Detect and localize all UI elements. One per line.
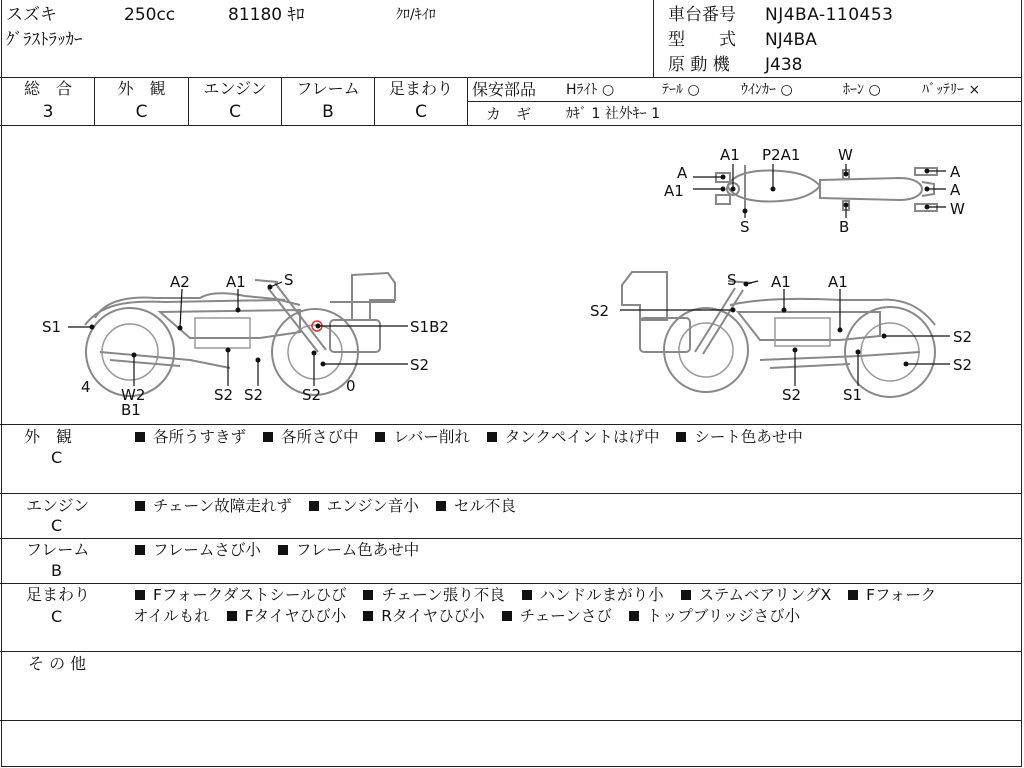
bullet-icon	[502, 611, 512, 621]
bullet-icon	[676, 432, 686, 442]
divider-notes-1	[0, 493, 1022, 494]
divider-diagram	[0, 424, 1022, 425]
bullet-icon	[629, 611, 639, 621]
note-item: チェーンさび	[519, 607, 612, 625]
safety-battery: ﾊﾞｯﾃﾘｰ ×	[922, 82, 981, 98]
engine-code: J438	[765, 55, 803, 75]
divider-notes-5	[0, 720, 1022, 721]
key-value: ｶｷﾞ 1 社外ｷｰ 1	[566, 106, 661, 122]
left-label-s1b2: S1B2	[410, 318, 449, 336]
divider-grade-mid	[467, 101, 1022, 102]
grade-engine-label: エンジン	[203, 79, 267, 98]
top-label-a-right1: A	[950, 163, 961, 181]
safety-horn: ﾎｰﾝ ○	[843, 82, 881, 98]
key-label: カ ギ	[486, 105, 532, 123]
right-label-a1-b: A1	[828, 273, 848, 291]
bullet-icon	[436, 501, 446, 511]
divider-header-right	[653, 0, 654, 77]
note-item: Fフォークダストシールひび	[153, 586, 347, 604]
right-label-s2-bottom: S2	[782, 386, 802, 404]
note-item: ハンドルまがり小	[539, 586, 664, 604]
frame-no: NJ4BA-110453	[765, 5, 894, 25]
bullet-icon	[522, 590, 532, 600]
left-label-s2-c: S2	[302, 386, 322, 404]
safety-label: 保安部品	[472, 80, 537, 99]
notes-suspension-line1	[135, 585, 948, 605]
left-label-s2-b: S2	[244, 386, 264, 404]
bullet-icon	[848, 590, 858, 600]
divider-grade-5	[467, 77, 468, 125]
left-label-s: S	[284, 271, 294, 289]
grade-suspension-value: C	[415, 102, 427, 122]
mileage: 81180 ｷﾛ	[228, 5, 305, 25]
maker: スズキ	[6, 5, 57, 25]
safety-winker: ｳｲﾝｶｰ ○	[741, 82, 793, 98]
note-item: Fフォーク	[866, 586, 937, 604]
color: ｸﾛ/ｷｲﾛ	[396, 7, 436, 23]
bullet-icon	[375, 432, 385, 442]
left-view-bike	[68, 273, 408, 396]
right-label-s2-r1: S2	[953, 328, 973, 346]
displacement: 250cc	[124, 5, 176, 25]
top-label-a-right2: A	[950, 181, 961, 199]
bullet-icon	[363, 611, 373, 621]
top-label-w-right: W	[950, 200, 965, 218]
notes-exterior-label: 外 観	[24, 427, 73, 446]
notes-engine-grade: C	[51, 516, 63, 535]
notes-frame-grade: B	[51, 561, 62, 580]
divider-notes-4	[0, 651, 1022, 652]
notes-suspension-line2	[133, 606, 812, 626]
right-label-a1-a: A1	[771, 273, 791, 291]
note-item: トップブリッジさび小	[646, 607, 801, 625]
left-label-0: 0	[346, 377, 356, 395]
right-label-s2-left: S2	[590, 302, 610, 320]
notes-suspension-label: 足まわり	[26, 585, 91, 604]
grade-total-label: 総 合	[23, 79, 72, 98]
bullet-icon	[227, 611, 237, 621]
notes-frame-label: フレーム	[26, 540, 90, 559]
note-item: フレームさび小	[153, 541, 261, 559]
note-item: ステムベアリングX	[698, 586, 832, 604]
top-label-s: S	[740, 218, 750, 236]
top-label-a1-left: A1	[664, 182, 684, 200]
grade-engine-value: C	[229, 102, 241, 122]
note-item: エンジン音小	[326, 497, 419, 515]
top-label-a1-front: A1	[720, 146, 740, 164]
left-label-a2: A2	[170, 273, 190, 291]
right-label-s2-r2: S2	[953, 356, 973, 374]
frame-no-label: 車台番号	[668, 5, 736, 25]
bullet-icon	[309, 501, 319, 511]
top-label-w-top: W	[838, 146, 853, 164]
left-label-a1: A1	[226, 273, 246, 291]
note-item: フレーム色あせ中	[295, 541, 420, 559]
grade-exterior-value: C	[135, 102, 148, 122]
note-item: Rタイヤひび小	[381, 607, 485, 625]
left-label-s2-right: S2	[410, 356, 430, 374]
grade-exterior-label: 外 観	[117, 79, 166, 98]
notes-suspension-grade: C	[51, 607, 63, 626]
grade-suspension-label: 足まわり	[388, 79, 453, 98]
notes-engine-items	[135, 496, 528, 516]
bullet-icon	[363, 590, 373, 600]
note-item: チェーン張り不良	[381, 586, 505, 604]
bullet-icon	[135, 545, 145, 555]
bullet-icon	[135, 501, 145, 511]
note-item: Fタイヤひび小	[244, 607, 347, 625]
left-label-s1: S1	[42, 318, 62, 336]
bullet-icon	[263, 432, 273, 442]
left-label-b1: B1	[121, 401, 141, 419]
notes-exterior-items	[135, 427, 815, 447]
note-item: レバー削れ	[393, 428, 470, 446]
note-item: オイルもれ	[133, 607, 210, 625]
engine-label: 原 動 機	[668, 55, 730, 75]
model-type: NJ4BA	[765, 30, 817, 50]
left-label-4: 4	[81, 378, 91, 396]
bullet-icon	[135, 590, 145, 600]
top-label-b: B	[839, 218, 850, 236]
notes-frame-items	[135, 540, 431, 560]
bullet-icon	[135, 432, 145, 442]
bullet-icon	[487, 432, 497, 442]
grade-frame-label: フレーム	[296, 79, 360, 98]
notes-exterior-grade: C	[51, 448, 63, 467]
safety-taillight: ﾃｰﾙ ○	[662, 82, 700, 98]
divider-notes-2	[0, 538, 1022, 539]
divider-header	[0, 77, 1022, 78]
model-type-label: 型 式	[668, 30, 736, 50]
bullet-icon	[278, 545, 288, 555]
left-label-w2: W2	[121, 386, 146, 404]
damage-diagram	[0, 126, 1022, 424]
grade-frame-value: B	[322, 102, 334, 122]
note-item: 各所さび中	[280, 428, 359, 446]
note-item: タンクペイントはげ中	[504, 428, 660, 446]
note-item: 各所うすきず	[153, 428, 247, 446]
top-label-a-left: A	[677, 164, 688, 182]
safety-headlight: Hﾗｲﾄ ○	[566, 82, 615, 98]
model-name: ｸﾞﾗｽﾄﾗｯｶｰ	[6, 30, 83, 50]
top-view-bike	[693, 164, 946, 218]
note-item: セル不良	[453, 497, 516, 515]
notes-other-label: そ の 他	[28, 654, 87, 673]
top-label-p2a1: P2A1	[762, 146, 801, 164]
note-item: チェーン故障走れず	[153, 497, 292, 515]
right-label-s1-bottom: S1	[843, 386, 863, 404]
notes-engine-label: エンジン	[26, 496, 90, 515]
left-label-s2-a: S2	[214, 386, 234, 404]
bullet-icon	[681, 590, 691, 600]
right-label-s: S	[727, 271, 737, 289]
note-item: シート色あせ中	[694, 428, 803, 446]
divider-notes-3	[0, 583, 1022, 584]
grade-total-value: 3	[42, 102, 54, 122]
